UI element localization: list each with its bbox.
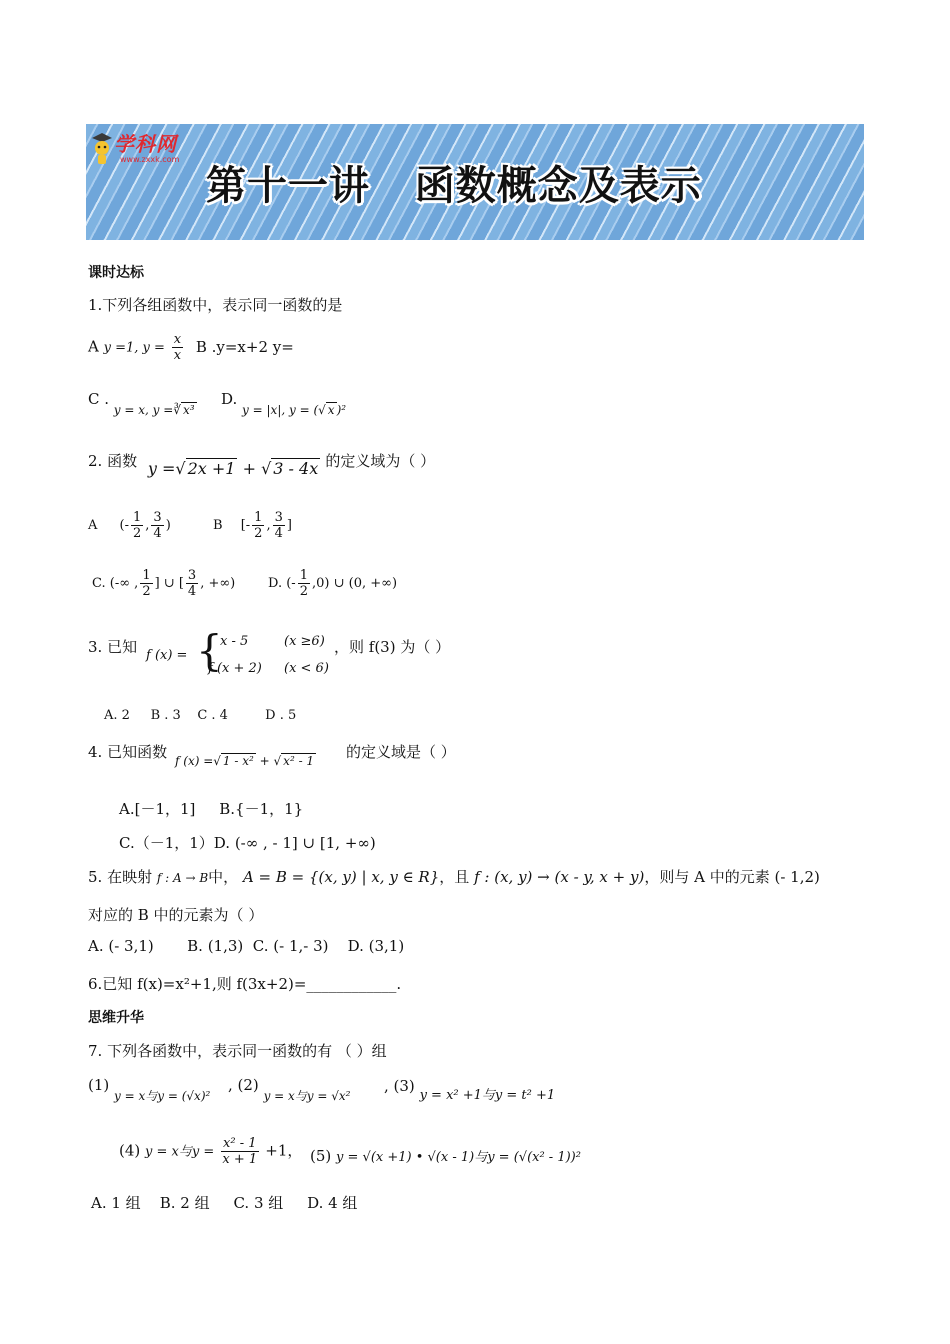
title-banner xyxy=(86,124,864,240)
q1-a-fraction: $\frac{x}{x}$ xyxy=(173,332,182,363)
q7-part3: , (3) y = x² +1与y = t² +1 xyxy=(384,1077,556,1103)
q1-option-a: A y =1, y = $\frac{x}{x}$ B .y=x+2 y= xyxy=(88,332,294,363)
q1-option-b: B .y=x+2 y= xyxy=(195,337,294,356)
q7-part5: (5) y = √(x +1) • √(x - 1)与y = (√(x² - 1))² xyxy=(310,1147,581,1165)
q3-stem: 3. 已知 xyxy=(88,638,138,656)
q4-tail: 的定义域是（ ） xyxy=(346,743,456,761)
section-heading-thinking: 思维升华 xyxy=(88,1010,144,1026)
q3-case2: f (x + 2) xyxy=(208,661,262,676)
page-title: 第十一讲 函数概念及表示 xyxy=(206,163,702,209)
logo-text: 学科网 xyxy=(114,132,177,156)
q3-cond1: (x ≥6) xyxy=(284,634,325,649)
q2-stem: 2. 函数 y =√ 2x +1 + √ 3 - 4x 的定义域为（ ） xyxy=(88,452,436,478)
q2-option-c: C. (-∞ , $\frac{1}{2}$ ] ∪ [ $\frac{3}{4}$ , +∞) xyxy=(92,568,236,599)
q2-option-b: B [- $\frac{1}{2}$ , $\frac{3}{4}$ ] xyxy=(213,510,292,541)
q2-option-d: D. (- $\frac{1}{2}$ ,0) ∪ (0, +∞) xyxy=(268,568,398,599)
q3-tail: ，则 f(3) 为（ ） xyxy=(334,638,451,656)
q7-part2: , (2) $_{y = x与y = √x^2}$ xyxy=(228,1076,351,1103)
q3-brace: { xyxy=(196,626,223,675)
q1-option-d: D. $_{y = |x|, y = (√ x )^2}$ xyxy=(221,390,347,417)
q3-lhs: f (x) = xyxy=(146,648,188,663)
q1-stem: 1.下列各组函数中，表示同一函数的是 xyxy=(88,296,343,314)
q4-stem: 4. 已知函数 xyxy=(88,743,168,761)
q5-line2: 对应的 B 中的元素为（ ） xyxy=(88,906,264,924)
section-heading-daily: 课时达标 xyxy=(88,265,144,281)
q3-options: A. 2 B . 3 C . 4 D . 5 xyxy=(104,708,297,723)
logo-url: www.zxxk.com xyxy=(120,155,180,164)
q4-options-cd: C.（－1，1）D. (-∞ , - 1] ∪ [1, +∞) xyxy=(119,834,376,852)
q4-expr: f (x) =√ 1 - x² + √ x² - 1 xyxy=(175,754,315,768)
q7-stem: 7. 下列各函数中，表示同一函数的有 （ ）组 xyxy=(88,1042,387,1060)
q2-option-a: A (- $\frac{1}{2}$ , $\frac{3}{4}$ ) xyxy=(88,510,171,541)
q3-case1: x - 5 xyxy=(220,634,249,649)
q5-options: A. (- 3,1) B. (1,3) C. (- 1,- 3) D. (3,1) xyxy=(88,937,405,955)
q6-text: 6.已知 f(x)=x²+1,则 f(3x+2)=____________. xyxy=(88,975,402,993)
q7-part4: (4) y = x与y = $\frac{\text{x² - 1}}{x + 1}$ +1， xyxy=(119,1136,303,1167)
q3-cond2: (x < 6) xyxy=(284,661,329,676)
q1-option-c: C . $_{y = x, y =∛ x^3}$ xyxy=(88,390,195,417)
q5-line1: 5. 在映射 f : A → B中， A = B = {(x, y) | x, y ∈ R}，且 f : (x, y) → (x - y, x + y)，则与 A 中的元素 (- 1,2) xyxy=(88,868,820,886)
q4-options-ab: A.[－1，1] B.{－1，1} xyxy=(119,800,304,818)
mascot-icon xyxy=(90,130,114,168)
q7-options: A. 1 组 B. 2 组 C. 3 组 D. 4 组 xyxy=(91,1194,358,1212)
logo xyxy=(90,128,200,168)
q7-part1: (1) $_{y = x与y = (√x)^2}$ xyxy=(88,1076,211,1103)
